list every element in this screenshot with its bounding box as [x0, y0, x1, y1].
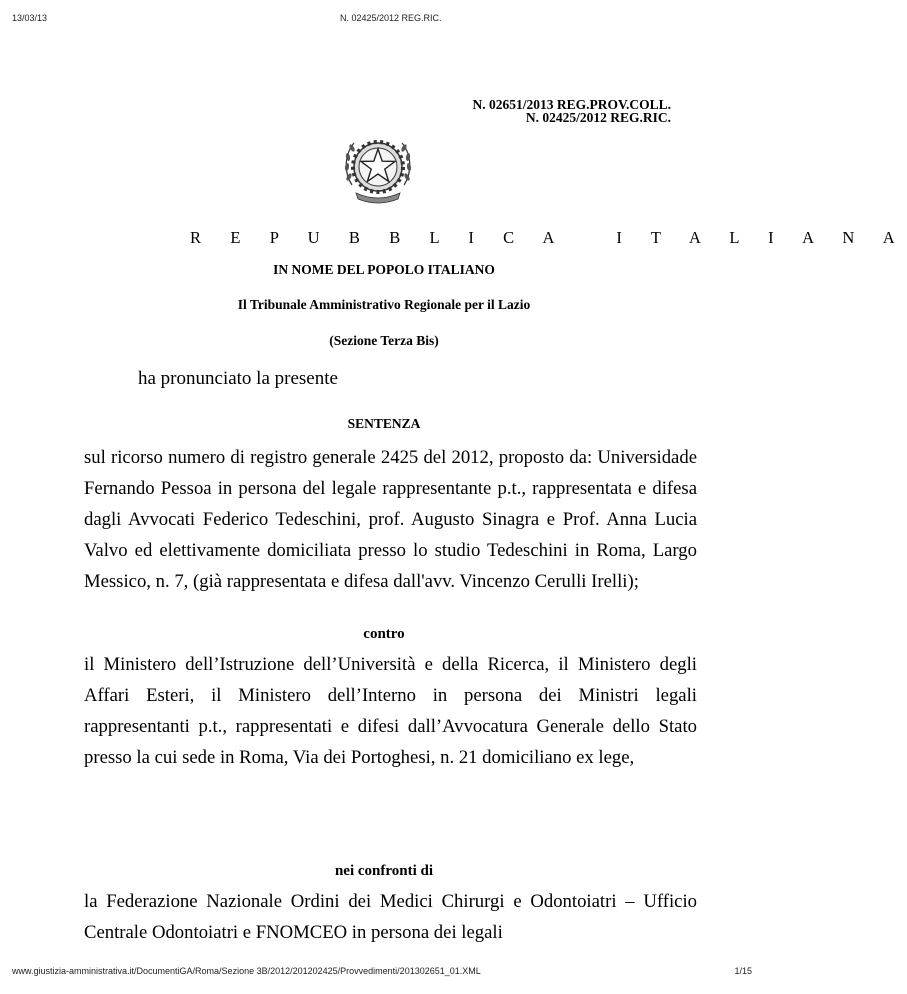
people-heading: IN NOME DEL POPOLO ITALIANO	[273, 262, 495, 277]
paragraph-contro: il Ministero dell’Istruzione dell’Università e della Ricerca, il Ministero degli Affari Esteri, il Ministero dell’Interno in persona dei Ministri legali rappresentanti p.t., rappresentati e difesi dall’Avvocatura Generale dello Stato presso la cui sede in Roma, Via dei Portoghesi, n. 21 domiciliano ex lege,	[84, 654, 697, 768]
footer-page-number: 1/15	[734, 966, 752, 976]
contro-label: contro	[363, 626, 405, 642]
confronti-label: nei confronti di	[334, 863, 434, 879]
registry-numbers	[472, 98, 671, 124]
italian-republic-emblem-icon	[338, 127, 418, 207]
print-date: 13/03/13	[12, 13, 48, 23]
paragraph-ricorso: sul ricorso numero di registro generale 2425 del 2012, proposto da: Universidade Fernando Pessoa in persona del legale rappresentante p.t., rappresentata e difesa dagli Avvocati Federico Tedeschini, prof. Augusto Sinagra e Prof. Anna Lucia Valvo ed elettivamente domiciliata presso lo studio Tedeschini in Roma, Largo Messico, n. 7, (già rappresentata e difesa dall'avv. Vincenzo Cerulli Irelli);	[84, 447, 697, 592]
footer-url: www.giustizia-amministrativa.it/DocumentiGA/Roma/Sezione 3B/2012/201202425/Provvedimenti/201302651_01.XML	[12, 966, 481, 976]
registry-line-coll: N. 02651/2013 REG.PROV.COLL.	[472, 97, 671, 112]
print-title: N. 02425/2012 REG.RIC.	[340, 13, 442, 23]
registry-line-ric: N. 02425/2012 REG.RIC.	[525, 110, 671, 125]
republic-heading: R E P U B B L I C A I T A L I A N A	[190, 228, 907, 247]
pronounced-line: ha pronunciato la presente	[138, 368, 338, 389]
sentence-title: SENTENZA	[347, 416, 421, 431]
court-heading: Il Tribunale Amministrativo Regionale per il Lazio	[237, 297, 531, 312]
section-heading: (Sezione Terza Bis)	[329, 333, 439, 348]
paragraph-confronti: la Federazione Nazionale Ordini dei Medici Chirurgi e Odontoiatri – Ufficio Centrale Odontoiatri e FNOMCEO in persona dei legali	[84, 891, 697, 943]
